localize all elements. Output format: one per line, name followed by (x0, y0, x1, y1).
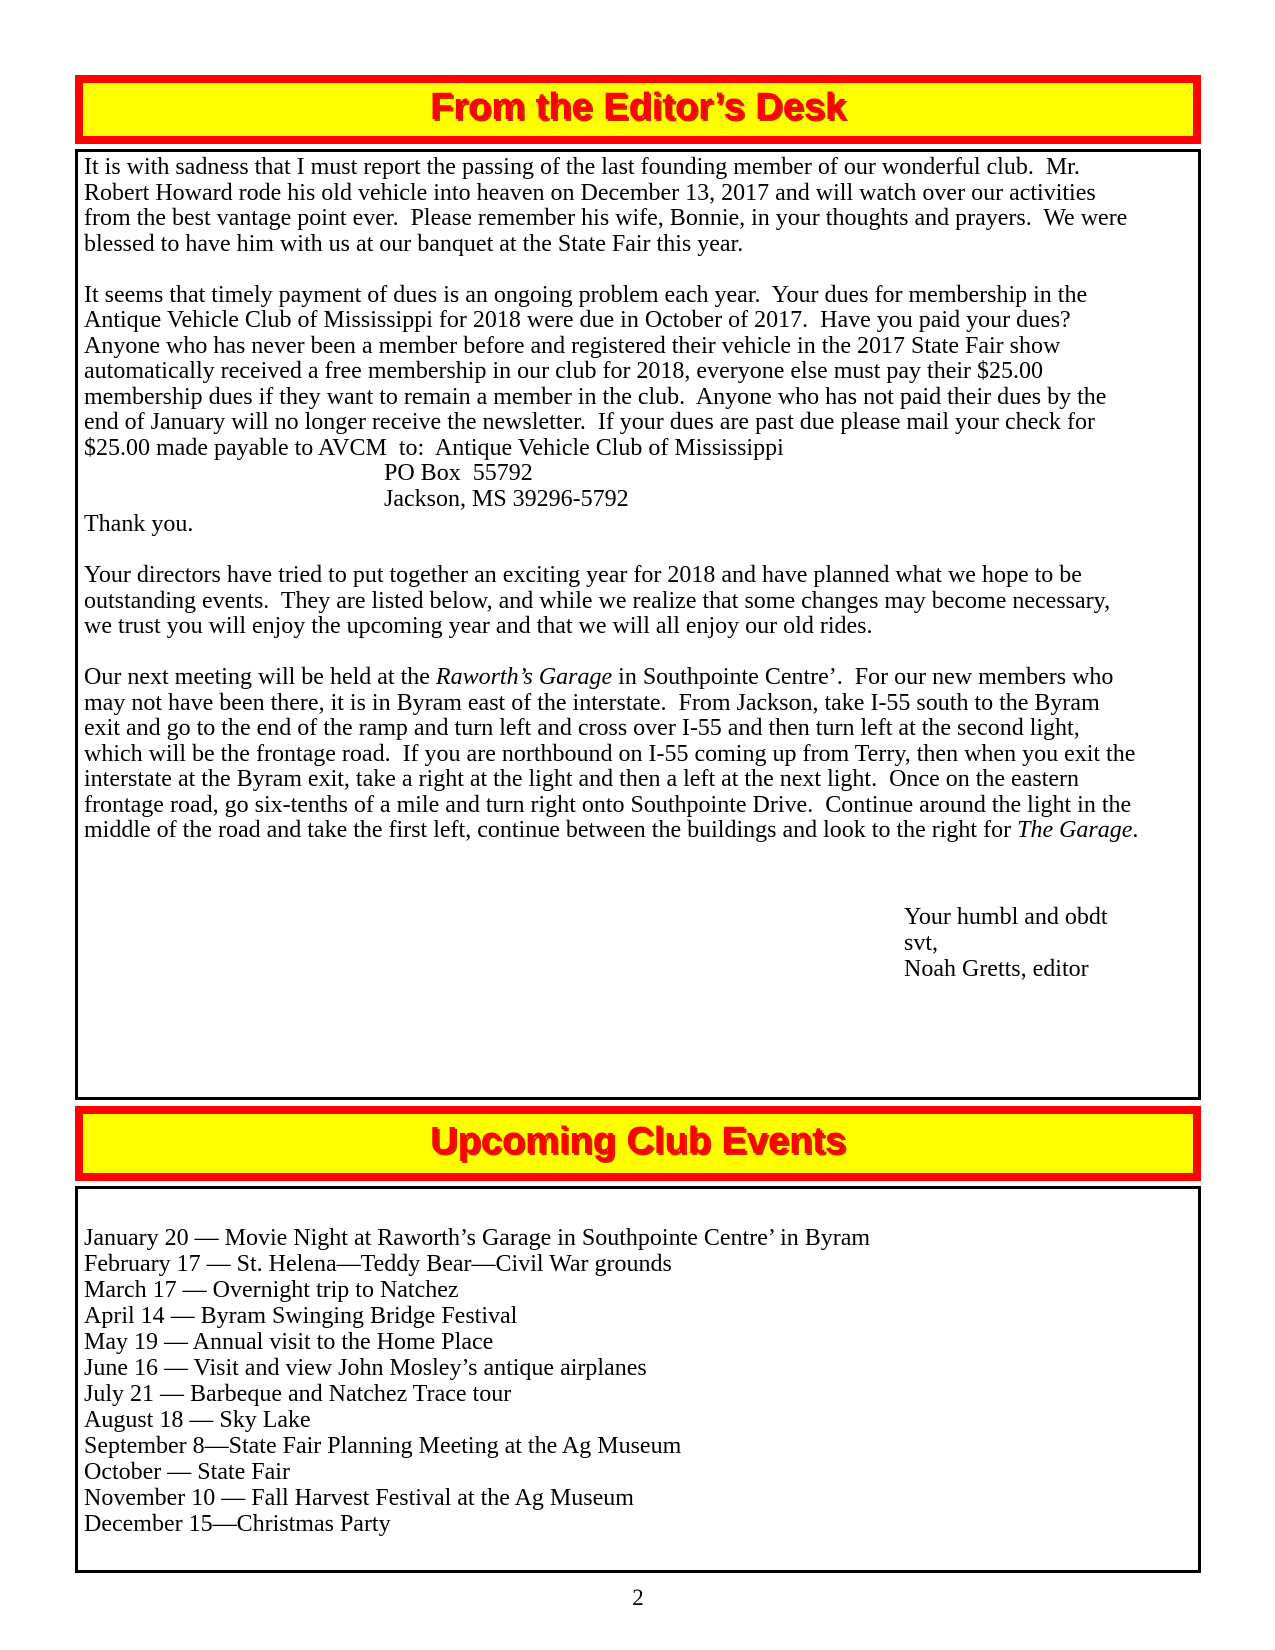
event-item: September 8—State Fair Planning Meeting at the Ag Museum (84, 1433, 682, 1459)
events-section-banner (75, 1106, 1201, 1181)
paragraph-spacer (84, 640, 1140, 666)
event-item: March 17 — Overnight trip to Natchez (84, 1277, 459, 1303)
event-item: December 15—Christmas Party (84, 1511, 391, 1537)
editor-content-box (75, 149, 1201, 1100)
editor-signature (904, 904, 1140, 982)
editor-paragraph-2: It seems that timely payment of dues is an ongoing problem each year. Your dues for membership in the Antique Vehicle Club of Mississippi for 2018 were due in October of 2017. Have you paid your dues? Anyone who has never been a member before and registered their vehicle in the 2017 State Fair show automatically received a free membership in our club for 2018, everyone else must pay their $25.00 membership dues if they want to remain a member in the club. Anyone who has not paid their dues by the end of January will no longer receive the newsletter. If your dues are past due please mail your check for $25.00 made payable to AVCM to: Antique Vehicle Club of Mississippi (84, 281, 1113, 461)
editor-paragraph-4: Our next meeting will be held at the Raworth’s Garage in Southpointe Centre’. For our new members who may not have been there, it is in Byram east of the interstate. From Jackson, take I-55 south to the Byram exit and go to the end of the ramp and turn left and cross over I-55 and then turn left at the second light, which will be the frontage road. If you are northbound on I-55 coming up from Terry, then when you exit the interstate at the Byram exit, take a right at the light and then a left at the next light. Once on the eastern frontage road, go six-tenths of a mile and turn right onto Southpointe Drive. Continue around the light in the middle of the road and take the first left, continue between the buildings and look to the right for The Garage. (84, 664, 1142, 843)
editor-section-banner (75, 75, 1201, 144)
events-section-title: Upcoming Club Events (430, 1120, 846, 1162)
event-item: January 20 — Movie Night at Raworth’s Garage in Southpointe Centre’ in Byram (84, 1225, 871, 1251)
event-item: April 14 — Byram Swinging Bridge Festival (84, 1303, 518, 1329)
address-line-city: Jackson, MS 39296-5792 (384, 485, 629, 512)
events-list (75, 1186, 1201, 1573)
event-item: July 21 — Barbeque and Natchez Trace tour (84, 1381, 512, 1407)
event-item: June 16 — Visit and view John Mosley’s antique airplanes (84, 1355, 647, 1381)
event-item: May 19 — Annual visit to the Home Place (84, 1329, 494, 1355)
page-number: 2 (632, 1585, 644, 1610)
thank-you-line: Thank you. (84, 511, 194, 537)
editor-paragraph-3: Your directors have tried to put together an exciting year for 2018 and have planned what we hope to be outstanding events. They are listed below, and while we realize that some changes may become necessary, we trust you will enjoy the upcoming year and that we will all enjoy our old rides. (84, 562, 1117, 639)
event-item: February 17 — St. Helena—Teddy Bear—Civil War grounds (84, 1251, 672, 1277)
event-item: October — State Fair (84, 1459, 290, 1485)
signature-line-2: Noah Gretts, editor (904, 955, 1089, 982)
editor-paragraph-1: It is with sadness that I must report the passing of the last founding member of our wonderful club. Mr. Robert Howard rode his old vehicle into heaven on December 13, 2017 and will watch over our activities from the best vantage point ever. Please remember his wife, Bonnie, in your thoughts and prayers. We were blessed to have him with us at our banquet at the State Fair this year. (84, 154, 1134, 257)
paragraph-spacer (84, 538, 1140, 564)
signature-line-1: Your humbl and obdt svt, (904, 903, 1108, 956)
editor-section-title: From the Editor’s Desk (430, 86, 846, 128)
event-item: August 18 — Sky Lake (84, 1407, 311, 1433)
paragraph-spacer (84, 257, 1140, 283)
event-item: November 10 — Fall Harvest Festival at the Ag Museum (84, 1485, 634, 1511)
address-line-po-box: PO Box 55792 (384, 460, 533, 486)
